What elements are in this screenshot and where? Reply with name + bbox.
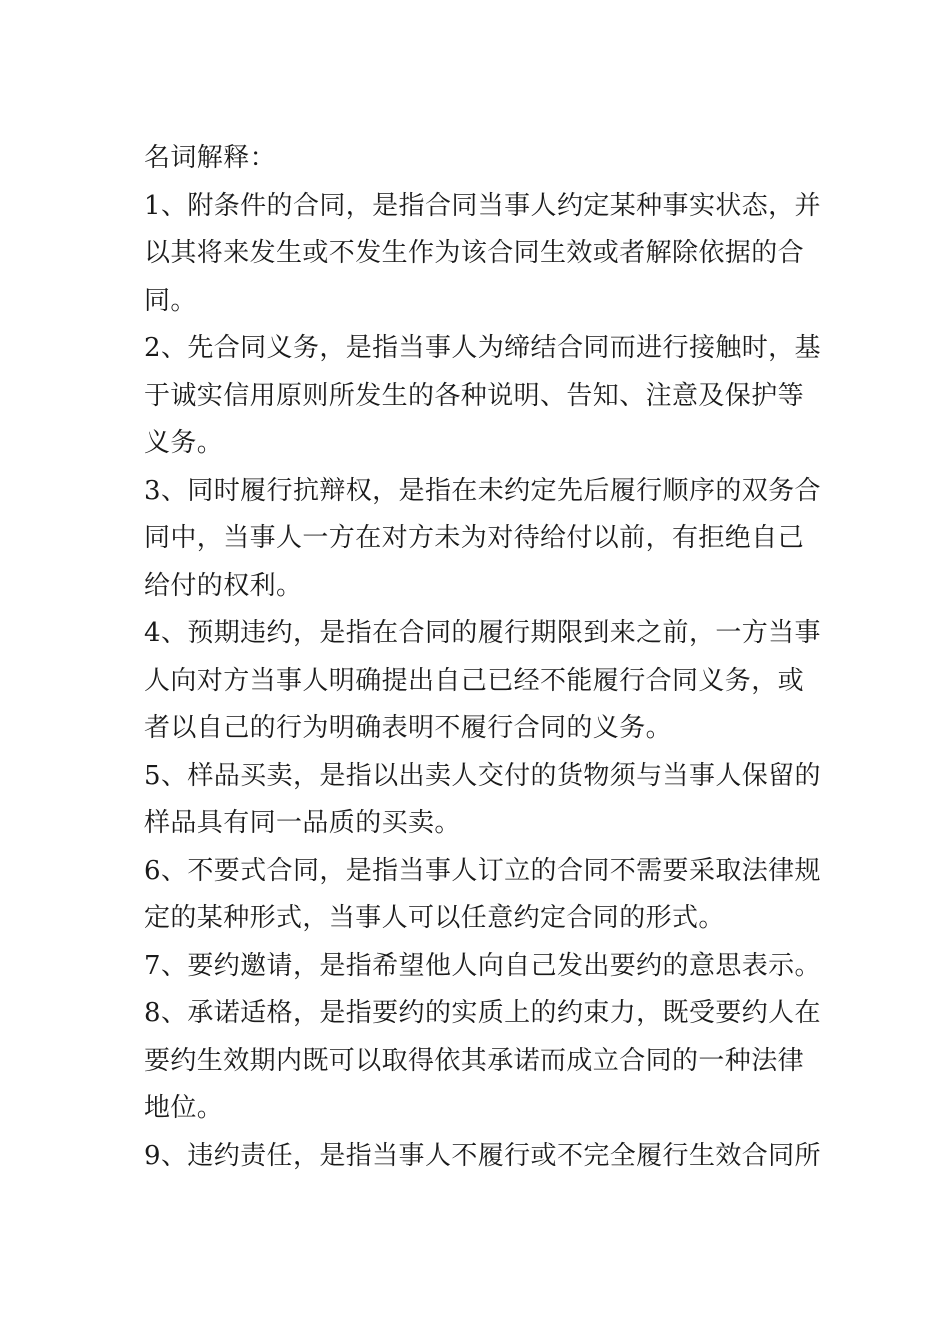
text-line: 4、预期违约，是指在合同的履行期限到来之前，一方当事	[144, 618, 821, 648]
text-line: 以其将来发生或不发生作为该合同生效或者解除依据的合	[144, 238, 805, 268]
text-line: 定的某种形式，当事人可以任意约定合同的形式。	[144, 903, 725, 933]
text-line: 同。	[144, 285, 197, 316]
text-line: 2、先合同义务，是指当事人为缔结合同而进行接触时，基	[144, 333, 821, 363]
text-line: 要约生效期内既可以取得依其承诺而成立合同的一种法律	[144, 1045, 805, 1076]
text-line: 同中，当事人一方在对方未为对待给付以前，有拒绝自己	[144, 523, 805, 553]
text-line: 地位。	[144, 1093, 224, 1123]
text-line: 3、同时履行抗辩权，是指在未约定先后履行顺序的双务合	[144, 475, 821, 506]
text-line: 6、不要式合同，是指当事人订立的合同不需要采取法律规	[144, 855, 821, 886]
text-line: 给付的权利。	[144, 570, 303, 601]
text-line: 5、样品买卖，是指以出卖人交付的货物须与当事人保留的	[144, 760, 821, 791]
text-line: 7、要约邀请，是指希望他人向自己发出要约的意思表示。	[144, 950, 821, 981]
text-line: 人向对方当事人明确提出自己已经不能履行合同义务，或	[144, 665, 805, 696]
text-line: 9、违约责任，是指当事人不履行或不完全履行生效合同所	[144, 1140, 821, 1171]
text-line: 者以自己的行为明确表明不履行合同的义务。	[144, 713, 673, 743]
document-body	[144, 135, 821, 1180]
text-line: 8、承诺适格，是指要约的实质上的约束力，既受要约人在	[144, 998, 821, 1028]
text-line: 于诚实信用原则所发生的各种说明、告知、注意及保护等	[144, 380, 805, 411]
text-line: 义务。	[144, 428, 224, 458]
text-line: 样品具有同一品质的买卖。	[144, 808, 461, 838]
section-heading: 名词解释：	[144, 143, 277, 173]
text-line: 1、附条件的合同，是指合同当事人约定某种事实状态，并	[144, 190, 821, 221]
